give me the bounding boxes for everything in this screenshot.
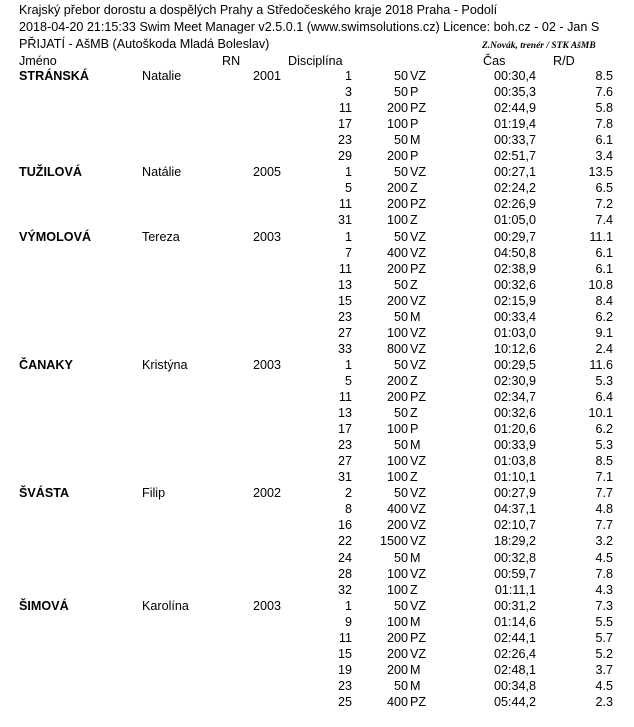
event-distance: 100	[386, 454, 408, 469]
entry-time: 01:03,8	[493, 454, 536, 469]
event-number: 9	[344, 614, 352, 629]
event-distance: 50	[393, 486, 408, 501]
event-number: 1	[344, 69, 352, 83]
club-line: PŘIJATÍ - AšMB (Autoškoda Mladá Boleslav)	[19, 37, 270, 51]
entry-rd: 5.8	[595, 101, 613, 116]
event-stroke: VZ	[410, 229, 427, 244]
entry-rd: 7.7	[595, 518, 613, 533]
event-number: 16	[337, 518, 352, 533]
event-number: 17	[337, 422, 352, 437]
event-distance: 100	[386, 566, 408, 581]
event-distance: 200	[386, 630, 408, 645]
event-distance: 200	[386, 662, 408, 677]
event-distance: 200	[386, 373, 408, 388]
event-distance: 50	[393, 309, 408, 324]
event-stroke: VZ	[410, 165, 427, 180]
event-stroke: VZ	[410, 598, 427, 613]
event-distance: 400	[386, 694, 408, 709]
event-number: 22	[337, 534, 352, 549]
swimmer-first-name: Tereza	[142, 229, 180, 244]
entry-rd: 7.4	[595, 213, 613, 228]
entry-rd: 7.7	[595, 486, 613, 501]
entry-time: 02:38,9	[493, 261, 536, 276]
event-distance: 50	[393, 598, 408, 613]
event-number: 23	[337, 438, 352, 453]
entry-time: 00:34,8	[493, 678, 536, 693]
entry-time: 00:33,4	[493, 309, 536, 324]
event-distance: 400	[386, 245, 408, 260]
event-stroke: PZ	[410, 630, 427, 645]
entry-time: 00:27,1	[493, 165, 536, 180]
entry-time: 00:33,7	[493, 133, 536, 148]
entry-rd: 10.8	[588, 277, 613, 292]
event-stroke: VZ	[410, 341, 427, 356]
event-distance: 800	[386, 341, 408, 356]
event-stroke: Z	[410, 582, 418, 597]
entry-rd: 10.1	[588, 406, 613, 421]
entry-rd: 2.4	[595, 341, 613, 356]
event-stroke: PZ	[410, 390, 427, 404]
event-stroke: M	[410, 662, 421, 677]
entry-rd: 6.1	[595, 261, 613, 276]
event-number: 8	[344, 502, 352, 517]
swimmer-surname: VÝMOLOVÁ	[19, 229, 92, 244]
event-stroke: M	[410, 678, 421, 693]
entry-rd: 4.5	[595, 550, 613, 565]
entry-rd: 6.4	[595, 390, 613, 404]
entry-rd: 4.8	[595, 502, 613, 517]
event-number: 11	[338, 261, 352, 276]
event-stroke: PZ	[410, 694, 427, 709]
event-stroke: VZ	[410, 534, 427, 549]
event-stroke: M	[410, 309, 421, 324]
entry-rd: 6.2	[595, 422, 613, 437]
entry-time: 02:44,9	[493, 101, 536, 116]
entry-time: 00:29,7	[493, 229, 536, 244]
event-number: 23	[337, 133, 352, 148]
swimmer-birth-year: 2003	[253, 229, 282, 244]
event-distance: 100	[386, 470, 408, 485]
swimmer-surname: STRÁNSKÁ	[19, 69, 89, 83]
entry-time: 04:37,1	[493, 502, 536, 517]
entry-time: 02:30,9	[493, 373, 536, 388]
event-stroke: Z	[410, 277, 418, 292]
entry-rd: 11.1	[589, 229, 613, 244]
entry-time: 00:59,7	[493, 566, 536, 581]
entry-time: 00:29,5	[493, 357, 536, 372]
event-number: 1	[344, 229, 352, 244]
entry-rd: 8.4	[595, 293, 613, 308]
event-number: 1	[344, 357, 352, 372]
event-distance: 100	[386, 422, 408, 437]
event-stroke: M	[410, 133, 421, 148]
event-stroke: P	[410, 149, 419, 164]
entry-rd: 3.2	[595, 534, 613, 549]
entry-time: 01:20,6	[493, 422, 536, 437]
swimmer-birth-year: 2005	[253, 165, 282, 180]
event-number: 7	[344, 245, 352, 260]
event-distance: 50	[393, 550, 408, 565]
entry-time: 01:10,1	[493, 470, 536, 485]
event-distance: 200	[386, 646, 408, 661]
event-distance: 200	[386, 518, 408, 533]
event-number: 31	[337, 213, 352, 228]
event-number: 3	[344, 85, 352, 100]
event-number: 5	[344, 181, 352, 196]
event-stroke: VZ	[410, 646, 427, 661]
entry-time: 02:24,2	[493, 181, 536, 196]
event-stroke: M	[410, 614, 421, 629]
entry-rd: 7.1	[595, 470, 613, 485]
event-distance: 200	[386, 197, 408, 212]
entry-time: 18:29,2	[493, 534, 536, 549]
swimmer-surname: ŠVÁSTA	[19, 486, 70, 501]
entry-rd: 5.3	[595, 438, 613, 453]
column-header-rn: RN	[222, 54, 241, 68]
event-distance: 200	[386, 293, 408, 308]
entry-time: 00:33,9	[493, 438, 536, 453]
swimmer-birth-year: 2003	[253, 598, 282, 613]
event-number: 11	[338, 101, 352, 116]
event-stroke: VZ	[410, 486, 427, 501]
entry-rd: 3.7	[595, 662, 613, 677]
entry-rd: 5.2	[595, 646, 613, 661]
swimmer-birth-year: 2003	[253, 357, 282, 372]
entry-rd: 7.2	[595, 197, 613, 212]
event-distance: 100	[386, 614, 408, 629]
meet-title: Krajský přebor dorostu a dospělých Prahy a Středočeského kraje 2018 Praha - Podolí	[19, 3, 498, 17]
event-number: 11	[338, 197, 352, 212]
event-distance: 50	[393, 406, 408, 421]
event-stroke: PZ	[410, 101, 427, 116]
event-number: 17	[337, 117, 352, 132]
entry-rd: 5.3	[595, 373, 613, 388]
entry-rd: 6.2	[595, 309, 613, 324]
event-number: 15	[337, 293, 352, 308]
event-distance: 400	[386, 502, 408, 517]
event-stroke: VZ	[410, 245, 427, 260]
entry-rd: 7.3	[595, 598, 613, 613]
event-number: 29	[337, 149, 352, 164]
entry-time: 01:19,4	[493, 117, 536, 132]
event-distance: 100	[386, 213, 408, 228]
entry-rd: 7.8	[595, 566, 613, 581]
event-distance: 50	[393, 678, 408, 693]
event-distance: 50	[393, 133, 408, 148]
event-number: 11	[338, 390, 352, 404]
event-number: 2	[344, 486, 352, 501]
event-number: 1	[344, 598, 352, 613]
event-number: 1	[344, 165, 352, 180]
entry-time: 00:32,6	[493, 406, 536, 421]
event-number: 28	[337, 566, 352, 581]
signature-stamp: Z.Novák, trenér / STK AšMB	[482, 41, 596, 51]
event-distance: 50	[393, 165, 408, 180]
event-stroke: VZ	[410, 502, 427, 517]
software-info-line: 2018-04-20 21:15:33 Swim Meet Manager v2.5.0.1 (www.swimsolutions.cz) Licence: boh.cz - 02 - Jan S	[19, 20, 600, 34]
entry-time: 01:11,1	[494, 582, 536, 597]
event-distance: 100	[386, 582, 408, 597]
swimmer-first-name: Filip	[142, 486, 166, 501]
entry-rd: 5.7	[595, 630, 613, 645]
event-distance: 50	[393, 85, 408, 100]
entry-time: 00:27,9	[493, 486, 536, 501]
swimmer-first-name: Natálie	[142, 165, 182, 180]
entry-rd: 8.5	[595, 454, 613, 469]
entry-time: 02:51,7	[493, 149, 536, 164]
event-stroke: Z	[410, 373, 418, 388]
entry-time: 01:03,0	[493, 325, 536, 340]
entry-time: 10:12,6	[493, 341, 536, 356]
entry-time: 00:35,3	[493, 85, 536, 100]
event-number: 25	[337, 694, 352, 709]
entry-rd: 6.1	[595, 245, 613, 260]
entry-rd: 7.6	[595, 85, 613, 100]
event-distance: 50	[393, 277, 408, 292]
event-number: 27	[337, 454, 352, 469]
event-distance: 200	[386, 101, 408, 116]
entry-rd: 2.3	[595, 694, 613, 709]
event-stroke: M	[410, 550, 421, 565]
event-distance: 200	[386, 149, 408, 164]
event-distance: 50	[393, 69, 408, 83]
event-distance: 200	[386, 261, 408, 276]
event-stroke: VZ	[410, 518, 427, 533]
entry-rd: 11.6	[589, 357, 613, 372]
entry-rd: 8.5	[595, 69, 613, 83]
entry-time: 02:15,9	[493, 293, 536, 308]
entry-rd: 13.5	[588, 165, 613, 180]
swimmer-surname: ČANAKY	[19, 357, 73, 372]
event-stroke: VZ	[410, 357, 427, 372]
entry-rd: 6.5	[595, 181, 613, 196]
entry-rd: 4.3	[595, 582, 613, 597]
event-stroke: VZ	[410, 69, 427, 83]
event-stroke: P	[410, 422, 419, 437]
entry-rd: 4.5	[595, 678, 613, 693]
event-stroke: Z	[410, 470, 418, 485]
event-number: 13	[337, 406, 352, 421]
entry-time: 00:30,4	[493, 69, 536, 83]
entry-rd: 7.8	[595, 117, 613, 132]
swimmer-surname: ŠIMOVÁ	[19, 598, 69, 613]
column-header-name: Jméno	[19, 54, 57, 68]
entry-time: 02:44,1	[493, 630, 536, 645]
entry-time: 00:32,6	[493, 277, 536, 292]
event-stroke: PZ	[410, 261, 427, 276]
entry-time: 05:44,2	[493, 694, 536, 709]
event-number: 5	[344, 373, 352, 388]
event-number: 27	[337, 325, 352, 340]
entry-time: 02:48,1	[493, 662, 536, 677]
event-stroke: PZ	[410, 197, 427, 212]
entry-time: 02:26,4	[493, 646, 536, 661]
column-header-time: Čas	[483, 54, 506, 68]
entry-time: 00:31,2	[493, 598, 536, 613]
event-number: 24	[337, 550, 352, 565]
event-stroke: Z	[410, 406, 418, 421]
swimmer-first-name: Natalie	[142, 69, 182, 83]
event-distance: 200	[386, 181, 408, 196]
entry-time: 02:10,7	[493, 518, 536, 533]
entry-rd: 6.1	[595, 133, 613, 148]
swimmer-birth-year: 2002	[253, 486, 282, 501]
event-distance: 50	[393, 438, 408, 453]
event-stroke: Z	[410, 181, 418, 196]
event-stroke: VZ	[410, 454, 427, 469]
entry-time: 02:34,7	[493, 390, 536, 404]
swimmer-first-name: Karolína	[142, 598, 189, 613]
event-stroke: P	[410, 85, 419, 100]
event-stroke: VZ	[410, 293, 427, 308]
event-number: 11	[338, 630, 352, 645]
event-distance: 100	[386, 117, 408, 132]
entry-rd: 9.1	[595, 325, 613, 340]
event-number: 15	[337, 646, 352, 661]
event-number: 32	[337, 582, 352, 597]
event-stroke: M	[410, 438, 421, 453]
entry-time: 02:26,9	[493, 197, 536, 212]
event-stroke: Z	[410, 213, 418, 228]
event-distance: 50	[393, 229, 408, 244]
event-distance: 200	[386, 390, 408, 404]
column-header-discipline: Disciplína	[288, 54, 343, 68]
event-number: 19	[337, 662, 352, 677]
column-header-rd: R/D	[553, 54, 575, 68]
entry-time: 01:14,6	[493, 614, 536, 629]
swimmer-surname: TUŽILOVÁ	[19, 165, 82, 180]
swimmer-birth-year: 2001	[253, 69, 282, 83]
event-distance: 1500	[379, 534, 408, 549]
entry-time: 04:50,8	[493, 245, 536, 260]
event-stroke: VZ	[410, 566, 427, 581]
event-distance: 50	[393, 357, 408, 372]
event-distance: 100	[386, 325, 408, 340]
event-stroke: P	[410, 117, 419, 132]
event-number: 13	[337, 277, 352, 292]
event-number: 33	[337, 341, 352, 356]
event-stroke: VZ	[410, 325, 427, 340]
entry-time: 00:32,8	[493, 550, 536, 565]
event-number: 31	[337, 470, 352, 485]
event-number: 23	[337, 309, 352, 324]
entry-rd: 3.4	[595, 149, 613, 164]
swimmer-first-name: Kristýna	[142, 357, 188, 372]
entry-time: 01:05,0	[493, 213, 536, 228]
event-number: 23	[337, 678, 352, 693]
entry-rd: 5.5	[595, 614, 613, 629]
